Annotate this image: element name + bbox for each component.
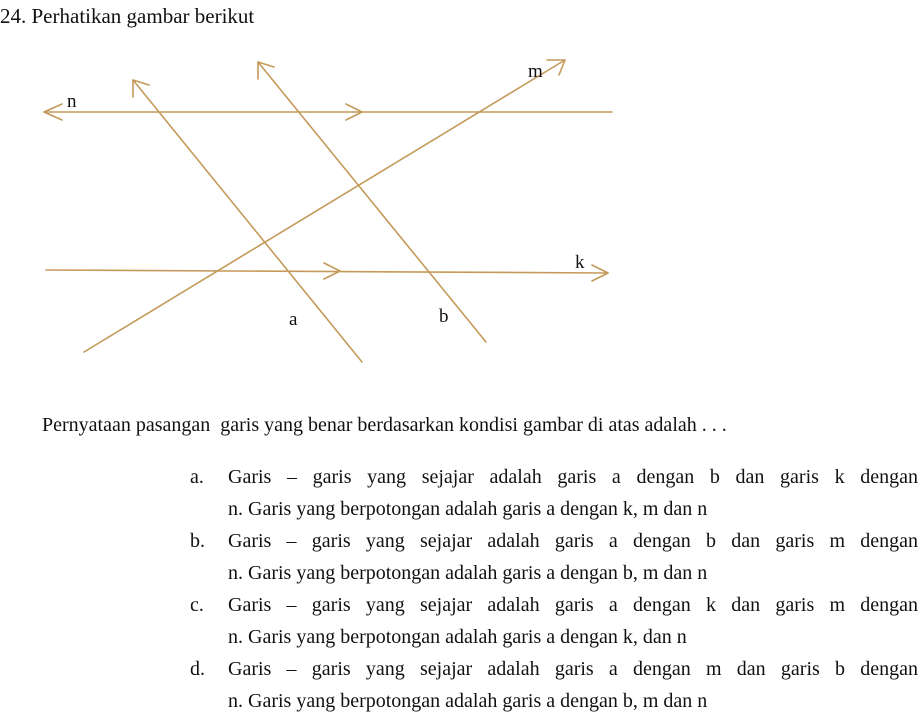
- option-text-line: n. Garis yang berpotongan adalah garis a dengan b, m dan n: [228, 690, 708, 712]
- answer-options: [190, 461, 918, 717]
- option-letter: c.: [190, 594, 204, 616]
- option-text-line: n. Garis yang berpotongan adalah garis a dengan b, m dan n: [228, 562, 708, 584]
- question-prompt: Pernyataan pasangan garis yang benar berdasarkan kondisi gambar di atas adalah . . .: [42, 414, 727, 436]
- option-text-line: n. Garis yang berpotongan adalah garis a dengan k, m dan n: [228, 498, 708, 520]
- option-text-line: Garis – garis yang sejajar adalah garis a dengan b dan garis m dengan: [228, 530, 918, 552]
- option-a[interactable]: [190, 461, 918, 525]
- option-d[interactable]: [190, 653, 918, 717]
- option-text-line: Garis – garis yang sejajar adalah garis a dengan k dan garis m dengan: [228, 594, 918, 616]
- option-text-line: n. Garis yang berpotongan adalah garis a dengan k, dan n: [228, 626, 687, 648]
- option-letter: b.: [190, 530, 205, 552]
- option-letter: a.: [190, 466, 204, 488]
- question-number: 24.: [0, 4, 27, 28]
- line-k: [46, 270, 608, 273]
- option-text-line: Garis – garis yang sejajar adalah garis a dengan b dan garis k dengan: [228, 466, 918, 488]
- line-m: [84, 60, 565, 352]
- label-m: m: [528, 61, 543, 82]
- question-title: Perhatikan gambar berikut: [31, 4, 255, 28]
- label-b: b: [439, 306, 449, 327]
- option-text-line: Garis – garis yang sejajar adalah garis a dengan m dan garis b dengan: [228, 658, 918, 680]
- option-b[interactable]: [190, 525, 918, 589]
- line-b: [258, 62, 486, 342]
- label-n: n: [67, 91, 77, 112]
- option-c[interactable]: [190, 589, 918, 653]
- line-a: [133, 80, 362, 362]
- option-letter: d.: [190, 658, 205, 680]
- label-k: k: [575, 252, 585, 273]
- label-a: a: [289, 309, 298, 330]
